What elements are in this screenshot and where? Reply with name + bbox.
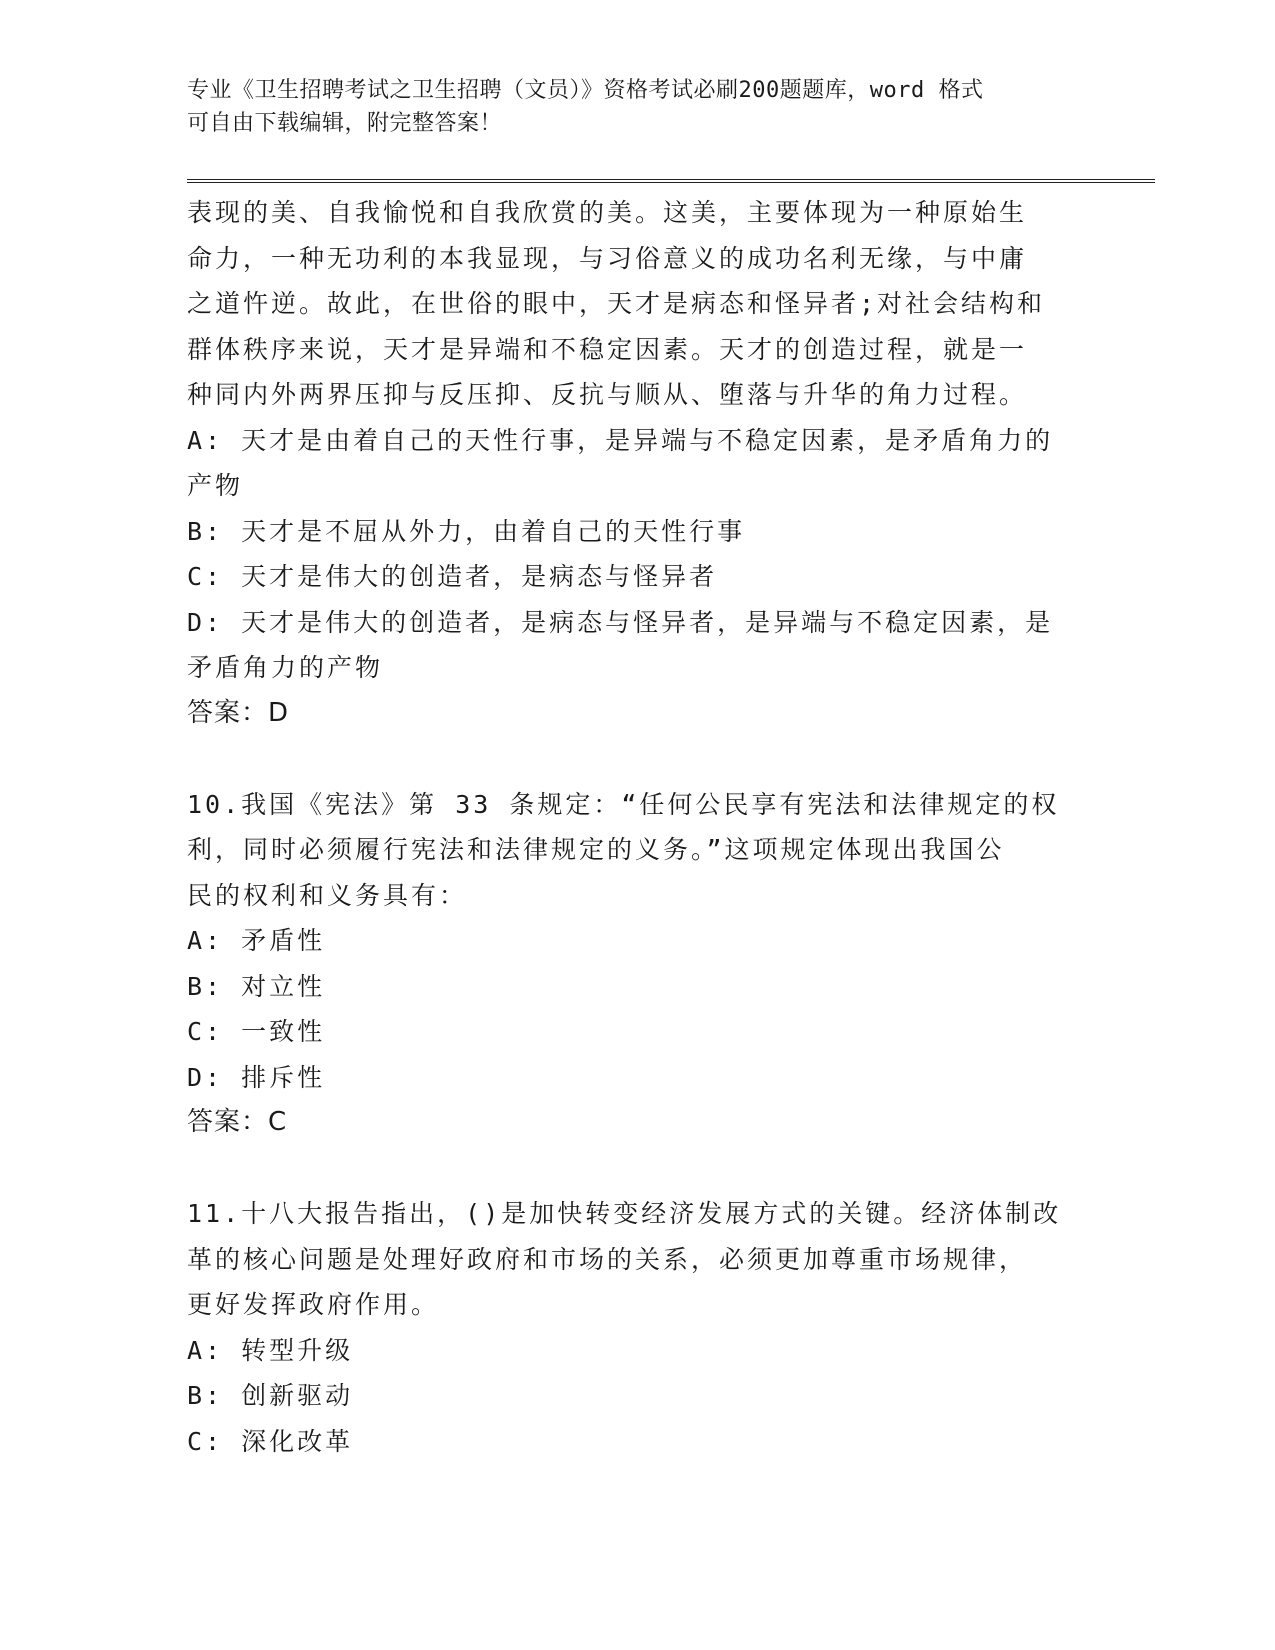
question-stem-line: 群体秩序来说，天才是异端和不稳定因素。天才的创造过程，就是一 <box>187 334 1028 364</box>
question-stem-line: 11.十八大报告指出，()是加快转变经济发展方式的关键。经济体制改 <box>187 1199 1062 1228</box>
option-a: A: 矛盾性 <box>187 926 326 955</box>
option-b: B: 创新驱动 <box>187 1381 354 1410</box>
header-title-line-2: 可自由下载编辑，附完整答案！ <box>187 111 503 136</box>
answer-label: 答案：C <box>187 1107 288 1137</box>
question-stem-line: 民的权利和义务具有： <box>187 880 468 910</box>
option-c: C: 天才是伟大的创造者，是病态与怪异者 <box>187 562 718 591</box>
question-stem-line: 命力，一种无功利的本我显现，与习俗意义的成功名利无缘，与中庸 <box>187 243 1028 273</box>
question-11 <box>187 1191 1087 1464</box>
option-a-continued: 产物 <box>187 471 244 500</box>
option-d-continued: 矛盾角力的产物 <box>187 653 384 682</box>
question-stem-line: 革的核心问题是处理好政府和市场的关系，必须更加尊重市场规律， <box>187 1244 1028 1274</box>
spacer <box>187 1146 1087 1192</box>
question-10 <box>187 782 1087 1146</box>
option-a: A: 转型升级 <box>187 1335 354 1365</box>
option-b: B: 天才是不屈从外力，由着自己的天性行事 <box>187 516 746 546</box>
header-divider <box>187 179 1155 183</box>
document-header <box>187 74 1067 140</box>
document-body <box>187 190 1087 1464</box>
header-title-line-1: 专业《卫生招聘考试之卫生招聘（文员）》资格考试必刷200题题库，word 格式 <box>187 78 984 103</box>
spacer <box>187 736 1087 782</box>
option-a: A: 天才是由着自己的天性行事，是异端与不稳定因素，是矛盾角力的 <box>187 425 1054 455</box>
question-stem-line: 之道忤逆。故此，在世俗的眼中，天才是病态和怪异者;对社会结构和 <box>187 289 1046 318</box>
option-d: D: 天才是伟大的创造者，是病态与怪异者，是异端与不稳定因素，是 <box>187 607 1054 637</box>
question-stem-line: 利，同时必须履行宪法和法律规定的义务。”这项规定体现出我国公 <box>187 835 1005 864</box>
option-b: B: 对立性 <box>187 971 326 1001</box>
question-stem-line: 表现的美、自我愉悦和自我欣赏的美。这美，主要体现为一种原始生 <box>187 198 1028 227</box>
option-c: C: 一致性 <box>187 1017 326 1046</box>
question-stem-line: 种同内外两界压抑与反压抑、反抗与顺从、堕落与升华的角力过程。 <box>187 380 1028 409</box>
option-c: C: 深化改革 <box>187 1426 354 1456</box>
option-d: D: 排斥性 <box>187 1062 326 1092</box>
answer-label: 答案：D <box>187 697 290 728</box>
question-stem-line: 10.我国《宪法》第 33 条规定：“任何公民享有宪法和法律规定的权 <box>187 789 1060 819</box>
question-9 <box>187 190 1087 736</box>
question-stem-line: 更好发挥政府作用。 <box>187 1290 440 1319</box>
